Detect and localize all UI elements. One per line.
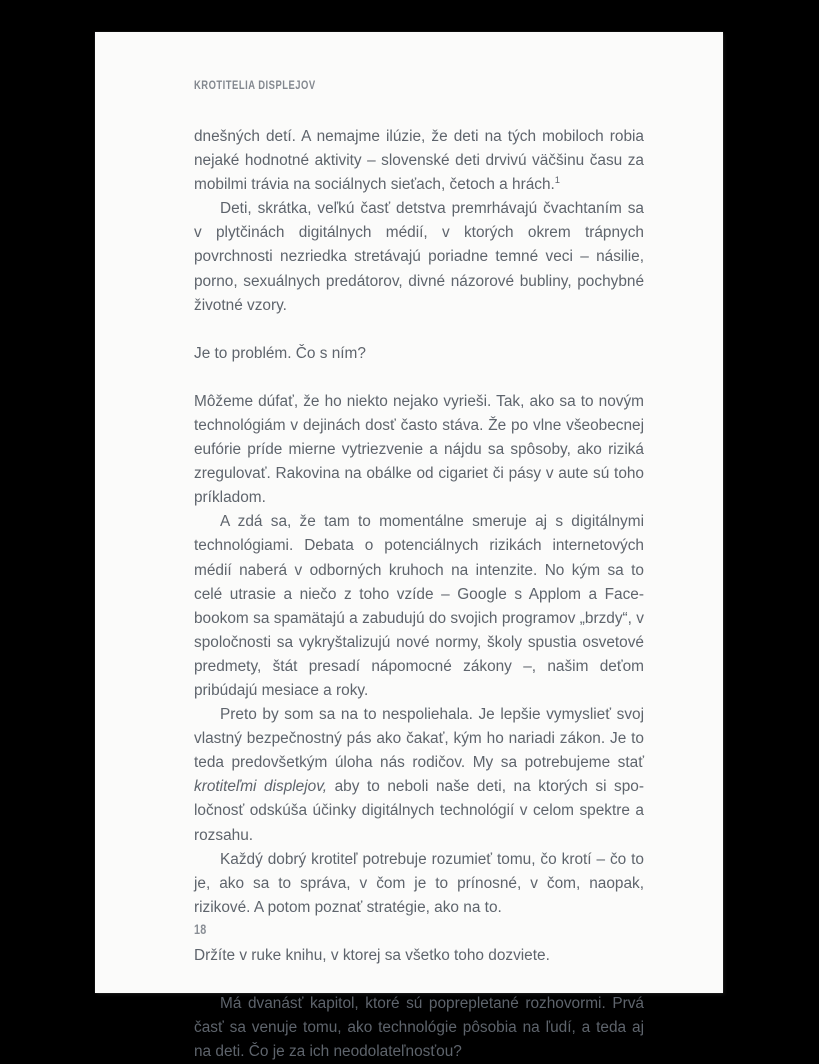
paragraph-deti: Deti, skrátka, veľkú časť detstva premrhávajú čvachtaním sa v plytčinách digitálnych médií, v ktorých okrem trápnych povrchnosti nezriedka stretávajú poriadne temné veci – násilie, porno, sexuálnych predátorov, divné názorové bubliny, pochybné životné vzory.: [194, 200, 644, 314]
paragraph-continued: [194, 125, 644, 197]
paragraph-mozeme-dufat: Môžeme dúfať, že ho niekto nejako vyrieši. Tak, ako sa to novým technológiám v dejinách dosť často stáva. Že po vlne všeobecnej eufórie príde mierne vytriezvenie a nájdu sa spôsoby, ako riziká zregulovať. Rakovina na obálke od cigariet či pásy v aute sú toho príkladom.: [194, 392, 644, 507]
running-head: KROTITELIA DISPLEJOV: [194, 80, 316, 92]
paragraph-drzite-v-ruke: Držíte v ruke knihu, v ktorej sa všetko toho dozviete.: [194, 946, 550, 964]
paragraph-kazdy-dobry-krotitel: Každý dobrý krotiteľ potrebuje rozumieť tomu, čo krotí – čo to je, ako sa to správa, v čom je to prínosné, v čom, naopak, rizikové. A potom poznať stratégie, ako na to.: [194, 850, 644, 916]
paragraph-preto-part1: Preto by som sa na to nespoliehala. Je lepšie vymyslieť svoj vlastný bezpečnostný pás ako čakať, kým ho nariadi zákon. Je to teda predovšetkým úloha nás rodičov. My sa potrebujeme stať: [194, 706, 644, 772]
page-number: 18: [194, 922, 207, 937]
paragraph-ma-dvanast-kapitol: Má dvanásť kapitol, ktoré sú poprepletané rozhovormi. Prvá časť sa venuje tomu, ako technológie pôsobia na ľudí, a teda aj na deti. Čo je za ich neodolateľnosťou?: [194, 995, 644, 1061]
footnote-marker: 1: [554, 174, 560, 186]
paragraph-continued-text: dnešných detí. A nemajme ilúzie, že deti na tých mobiloch robia nejaké hodnotné aktivity – slovenské deti drvivú väčšinu času za mobilmi trávia na sociálnych sieťach, četoch a hrách.: [194, 128, 644, 194]
book-page: [95, 32, 723, 1061]
paragraph-preto: [194, 703, 644, 848]
page-text-column: [194, 80, 644, 1064]
paragraph-a-zda-sa: A zdá sa, že tam to momentálne smeruje aj s digitálnymi technológiami. Debata o potenciálnych rizikách internetových médií naberá v odborných kruhoch na intenzite. No kým sa to celé utrasie a niečo z toho vzíde – Google s Applom a Facebookom sa spamätajú a zabudujú do svojich programov „brzdy“, v spoločnosti sa vykryštalizujú nové normy, školy spustia osvetové predmety, štát presadí nápomocné zákony –, našim deťom pribúdajú mesiace a roky.: [194, 513, 644, 699]
italic-phrase-krotitelmi-displejov: krotiteľmi displejov,: [194, 778, 328, 796]
paragraph-preto-part2: aby to neboli naše deti, na ktorých si spoločnosť odskúša účinky digitálnych technológií v celom spektre a rozsahu.: [194, 778, 644, 844]
paragraph-question: Je to problém. Čo s ním?: [194, 344, 366, 362]
